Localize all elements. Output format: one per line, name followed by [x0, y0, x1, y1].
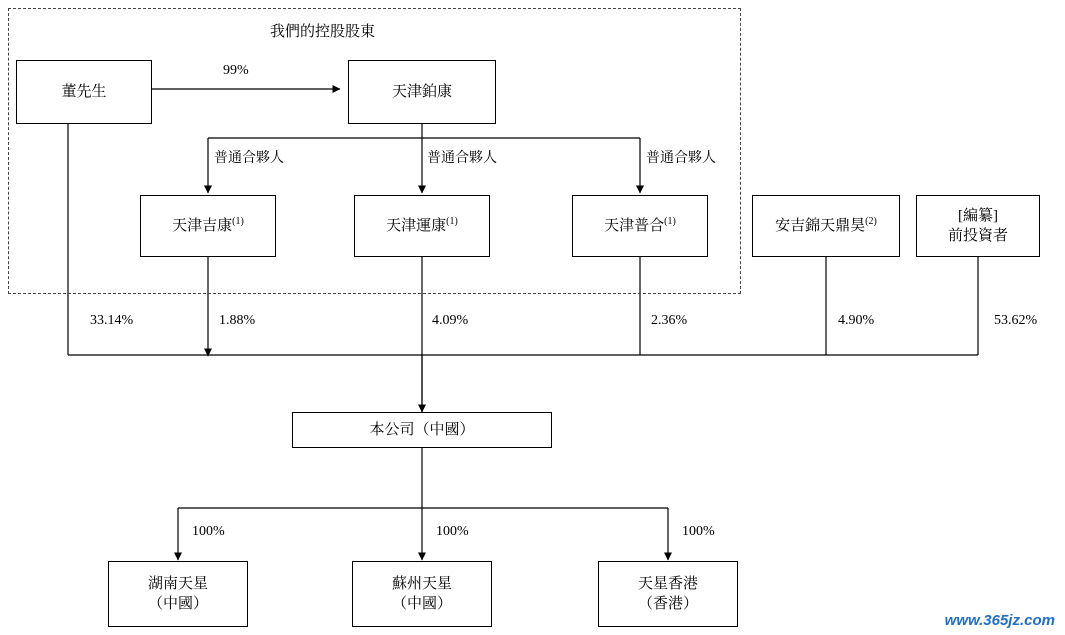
node-pre-ipo-investors-line1: [編纂] — [958, 207, 998, 224]
node-tianjin-yunkang — [354, 195, 490, 257]
node-tianjin-jikang-text: 天津吉康 — [172, 218, 233, 235]
node-tianxing-hk — [598, 561, 738, 627]
edge-label-yunkang-pct: 4.09% — [432, 313, 469, 328]
node-anji-jintian — [752, 195, 900, 257]
edge-label-suzhou-pct: 100% — [436, 524, 469, 539]
node-anji-jintian-footnote: (2) — [865, 216, 877, 228]
watermark: www.365jz.com — [944, 612, 1055, 629]
node-tianjin-jikang-label — [172, 215, 244, 236]
node-tianjin-jikang-footnote: (1) — [232, 216, 244, 228]
node-tianjin-puhe-text: 天津普合 — [604, 218, 665, 235]
group-title: 我們的控股股東 — [270, 24, 376, 40]
edge-label-jikang-pct: 1.88% — [219, 313, 256, 328]
edge-label-preipo-pct: 53.62% — [994, 313, 1038, 328]
node-tianjin-bokang — [348, 60, 496, 124]
node-mr-dong-label: 董先生 — [61, 83, 107, 100]
node-tianxing-hk-line2: （香港） — [637, 596, 698, 612]
node-hunan-tianxing-line2: （中國） — [147, 596, 208, 612]
node-tianjin-puhe-label — [604, 215, 676, 236]
edge-label-hk-pct: 100% — [682, 524, 715, 539]
edge-label-puhe-pct: 2.36% — [651, 313, 688, 328]
node-tianjin-puhe — [572, 195, 708, 257]
edge-label-hunan-pct: 100% — [192, 524, 225, 539]
node-hunan-tianxing — [108, 561, 248, 627]
edge-label-gp-jikang: 普通合夥人 — [212, 147, 286, 167]
edge-label-dong-pct: 33.14% — [90, 313, 134, 328]
node-tianjin-yunkang-label — [386, 215, 458, 236]
node-tianjin-yunkang-text: 天津運康 — [386, 218, 447, 235]
node-suzhou-tianxing-line2: （中國） — [391, 596, 452, 612]
node-company — [292, 412, 552, 448]
node-tianxing-hk-line1: 天星香港 — [637, 575, 698, 592]
node-mr-dong — [16, 60, 152, 124]
edge-label-gp-yunkang: 普通合夥人 — [425, 147, 499, 167]
node-anji-jintian-label — [775, 215, 877, 236]
edge-label-anji-pct: 4.90% — [838, 313, 875, 328]
node-pre-ipo-investors-line2: 前投資者 — [947, 228, 1008, 244]
node-company-label: 本公司（中國） — [369, 421, 475, 438]
node-tianjin-bokang-label: 天津鉑康 — [391, 83, 452, 100]
node-tianjin-yunkang-footnote: (1) — [446, 216, 458, 228]
node-suzhou-tianxing-line1: 蘇州天星 — [391, 575, 452, 592]
node-pre-ipo-investors — [916, 195, 1040, 257]
node-suzhou-tianxing — [352, 561, 492, 627]
node-hunan-tianxing-line1: 湖南天星 — [147, 575, 208, 592]
node-tianjin-puhe-footnote: (1) — [664, 216, 676, 228]
node-tianjin-jikang — [140, 195, 276, 257]
edge-label-gp-puhe: 普通合夥人 — [644, 147, 718, 167]
edge-label-dong-to-bokang: 99% — [223, 63, 249, 78]
node-anji-jintian-text: 安吉錦天鼎昊 — [775, 218, 866, 235]
